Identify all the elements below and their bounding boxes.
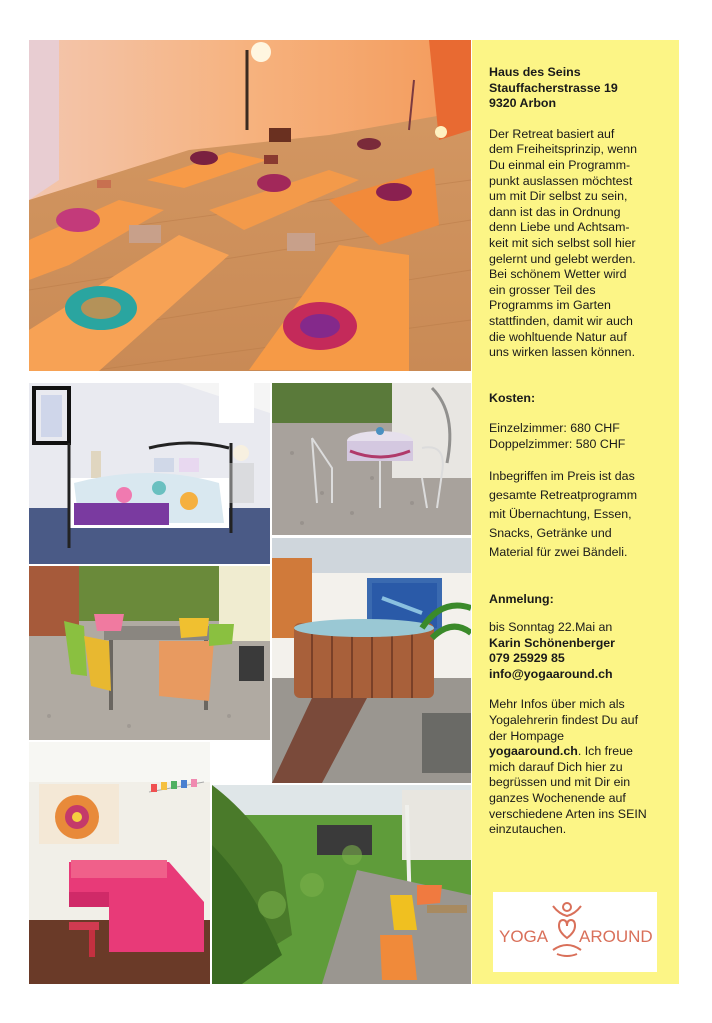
intro-line: gelernt und gelebt werden. [489,251,636,266]
price-double: Doppelzimmer: 580 CHF [489,436,626,451]
intro-line: dann ist das in Ordnung [489,204,621,219]
photo-yoga-room [29,40,471,371]
more-info-line: verschiedene Arten ins SEIN [489,806,647,821]
more-info-line: ganzes Wochenende auf [489,791,626,805]
included-line: Material für zwei Bändeli. [489,545,628,560]
photo-lawn [212,785,471,984]
registration-heading: Anmelung: [489,592,554,607]
photo-garden-table [272,383,471,535]
intro-line: Programms im Garten [489,298,611,313]
photo-bedroom [29,383,270,564]
website-link[interactable]: yogaaround.ch [489,744,578,759]
intro-line: punkt auslassen möchtest [489,173,633,188]
intro-line: denn Liebe und Achtsam- [489,220,630,235]
contact-block [489,65,671,112]
more-info-line: begrüssen und mit Dir ein [489,775,631,790]
info-sidebar [472,40,679,984]
venue-city: 9320 Arbon [489,96,557,111]
more-info-fragment: . Ich freue [577,744,633,759]
more-info-line: Mehr Infos über mich als [489,697,625,712]
venue-street: Stauffacherstrasse 19 [489,80,618,95]
photo-patio [29,566,270,740]
intro-line: Bei schönem Wetter wird [489,267,627,282]
more-info-line: mich darauf Dich hier zu [489,759,623,774]
yoga-around-logo [493,892,657,972]
more-info-line: Yogalehrerin findest Du auf [489,713,639,728]
intro-line: stattfinden, damit wir auch [489,313,633,328]
photo-living-room [29,742,210,984]
intro-line: keit mit sich selbst soll hier [489,235,636,250]
registration-phone: 079 25929 85 [489,651,565,666]
included-line: mit Übernachtung, Essen, [489,507,632,522]
intro-line: dem Freiheitsprinzip, wenn [489,142,638,157]
intro-line: Du einmal ein Programm- [489,157,631,172]
costs-heading: Kosten: [489,390,536,405]
more-info-line: einzutauchen. [489,822,567,837]
registration-email[interactable]: info@yogaaround.ch [489,666,613,681]
intro-line: ein grosser Teil des [489,282,596,297]
yogi-figure-icon [553,903,581,956]
logo-text-left: YOGA [499,927,549,946]
price-single: Einzelzimmer: 680 CHF [489,421,620,436]
intro-line: die wohltuende Natur auf [489,329,627,344]
intro-line: um mit Dir selbst zu sein, [489,189,628,204]
intro-text [489,127,671,361]
included-line: gesamte Retreatprogramm [489,488,638,503]
registration-deadline: bis Sonntag 22.Mai an [489,620,613,635]
intro-line: Der Retreat basiert auf [489,126,615,141]
more-info-line [489,744,671,760]
more-info-line: der Hompage [489,728,565,743]
included-text [489,467,671,562]
intro-line: uns wirken lassen können. [489,345,636,360]
registration-name: Karin Schönenberger [489,635,615,650]
included-line: Inbegriffen im Preis ist das [489,469,635,484]
photo-hot-tub [272,538,471,783]
included-line: Snacks, Getränke und [489,526,612,541]
more-info-text [489,697,671,837]
venue-name: Haus des Seins [489,65,581,79]
logo-text-right: AROUND [579,927,653,946]
